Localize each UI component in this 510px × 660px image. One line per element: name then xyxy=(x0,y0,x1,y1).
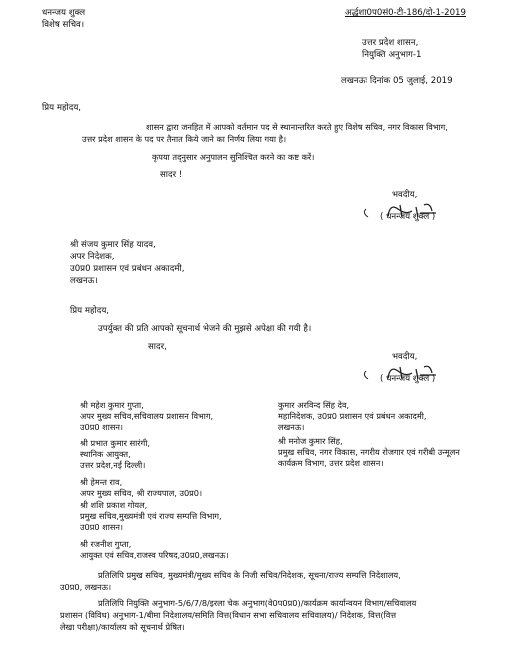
cc-line: श्री प्रभात कुमार सारंगी, xyxy=(80,438,150,448)
signer-name: ( धनन्जय शुक्ल ) xyxy=(380,212,436,222)
cc-line: कार्यक्रम विभाग, उत्तर प्रदेश शासन। xyxy=(278,458,384,468)
cc-line: उ0प्र0 शासन। xyxy=(80,522,124,532)
letter-date: लखनऊः दिनांक 05 जुलाई, 2019 xyxy=(341,76,453,86)
cc-line: कुमार अरविन्द सिंह देव, xyxy=(278,400,350,410)
cc-line: अपर मुख्य सचिव,सचिवालय प्रशासन विभाग, xyxy=(80,411,214,421)
cc-line: लखनऊ। xyxy=(278,422,305,432)
closing: सादर, xyxy=(148,342,167,352)
recipient-organisation: उ0प्र0 प्रशासन एवं प्रबंधन अकादमी, xyxy=(70,264,185,274)
office-name: उत्तर प्रदेश शासन, xyxy=(362,38,419,48)
body-line: शासन द्वारा जनहित में आपको वर्तमान पद से स्थानान्तरित करते हुए विशेष सचिव, नगर विकास विभाग, xyxy=(146,122,448,132)
cc-line: स्थानिक आयुक्त, xyxy=(80,449,131,459)
sender-designation: विशेष सचिव। xyxy=(42,20,85,30)
copy-line: प्रतिलिपि नियुक्ति अनुभाग-5/6/7/8/इरला चेक अनुभाग(वे0प0प्र0)/कार्यक्रम कार्यान्वयन विभाग/सचिवालय xyxy=(98,598,417,608)
body-line: उपर्युक्त की प्रति आपको सूचनार्थ भेजने की मुझसे अपेक्षा की गयी है। xyxy=(98,324,312,334)
sign-off: भवदीय, xyxy=(392,352,418,362)
cc-line: आयुक्त एवं सचिव,राजस्व परिषद,उ0प्र0,लखनऊ। xyxy=(80,550,229,560)
cc-line: प्रमुख सचिव,मुख्यमंत्री एवं राज्य सम्पत्ति विभाग, xyxy=(80,511,222,521)
body-line: उत्तर प्रदेश शासन के पद पर तैनात किये जाने का निर्णय लिया गया है। xyxy=(82,134,287,144)
copy-line: लेखा परीक्षा)/कार्यालय को सूचनार्थ प्रेषित। xyxy=(60,622,185,632)
recipient-designation: अपर निदेशक, xyxy=(70,252,115,262)
cc-line: श्री मनोज कुमार सिंह, xyxy=(278,436,343,446)
salutation: प्रिय महोदय, xyxy=(70,306,110,316)
body-line: कृपया तद्नुसार अनुपालन सुनिश्चित करने का कष्ट करें। xyxy=(152,152,315,162)
sign-off: भवदीय, xyxy=(392,190,418,200)
cc-line: अपर मुख्य सचिव, श्री राज्यपाल, उ0प्र0। xyxy=(80,488,203,498)
cc-line: श्री शशि प्रकाश गोयल, xyxy=(80,500,148,510)
copy-line: उ0प्र0, लखनऊ। xyxy=(60,582,112,592)
cc-line: उत्तर प्रदेश,नई दिल्ली। xyxy=(80,460,146,470)
signer-name: ( धनन्जय शुक्ल ) xyxy=(380,374,436,384)
copy-line: प्रशासन (विविध) अनुभाग-1/बीमा निदेशालय/समिति वित्त(विधान सभा सचिवालय सचिवालय)/ निदेशक, वित्त(वित्त xyxy=(60,610,396,620)
closing: सादर ! xyxy=(160,170,183,180)
recipient-name: श्री संजय कुमार सिंह यादव, xyxy=(70,240,156,250)
cc-line: श्री महेश कुमार गुप्ता, xyxy=(80,400,144,410)
cc-line: श्री रजनीश गुप्ता, xyxy=(80,539,132,549)
reference-number: अर्द्धशा0प0सं0-टी-186/दो-1-2019 xyxy=(345,8,466,18)
salutation: प्रिय महोदय, xyxy=(42,103,82,113)
cc-line: प्रमुख सचिव, नगर विकास, नगरीय रोजगार एवं गरीबी उन्मूलन xyxy=(278,447,460,457)
recipient-city: लखनऊ। xyxy=(70,276,98,286)
cc-line: श्री हेमन्त राव, xyxy=(80,477,123,487)
cc-line: उ0प्र0 शासन। xyxy=(80,422,124,432)
sender-name: धनन्जय शुक्ल xyxy=(42,8,86,18)
department-name: नियुक्ति अनुभाग-1 xyxy=(362,50,422,60)
cc-line: महानिदेशक, उ0प्र0 प्रशासन एवं प्रबंधन अकादमी, xyxy=(278,411,427,421)
copy-line: प्रतिलिपि प्रमुख सचिव, मुख्यमंत्री/मुख्य सचिव के निजी सचिव/निदेशक, सूचना/राज्य सम्पत्ति निदेशालय, xyxy=(98,570,401,580)
